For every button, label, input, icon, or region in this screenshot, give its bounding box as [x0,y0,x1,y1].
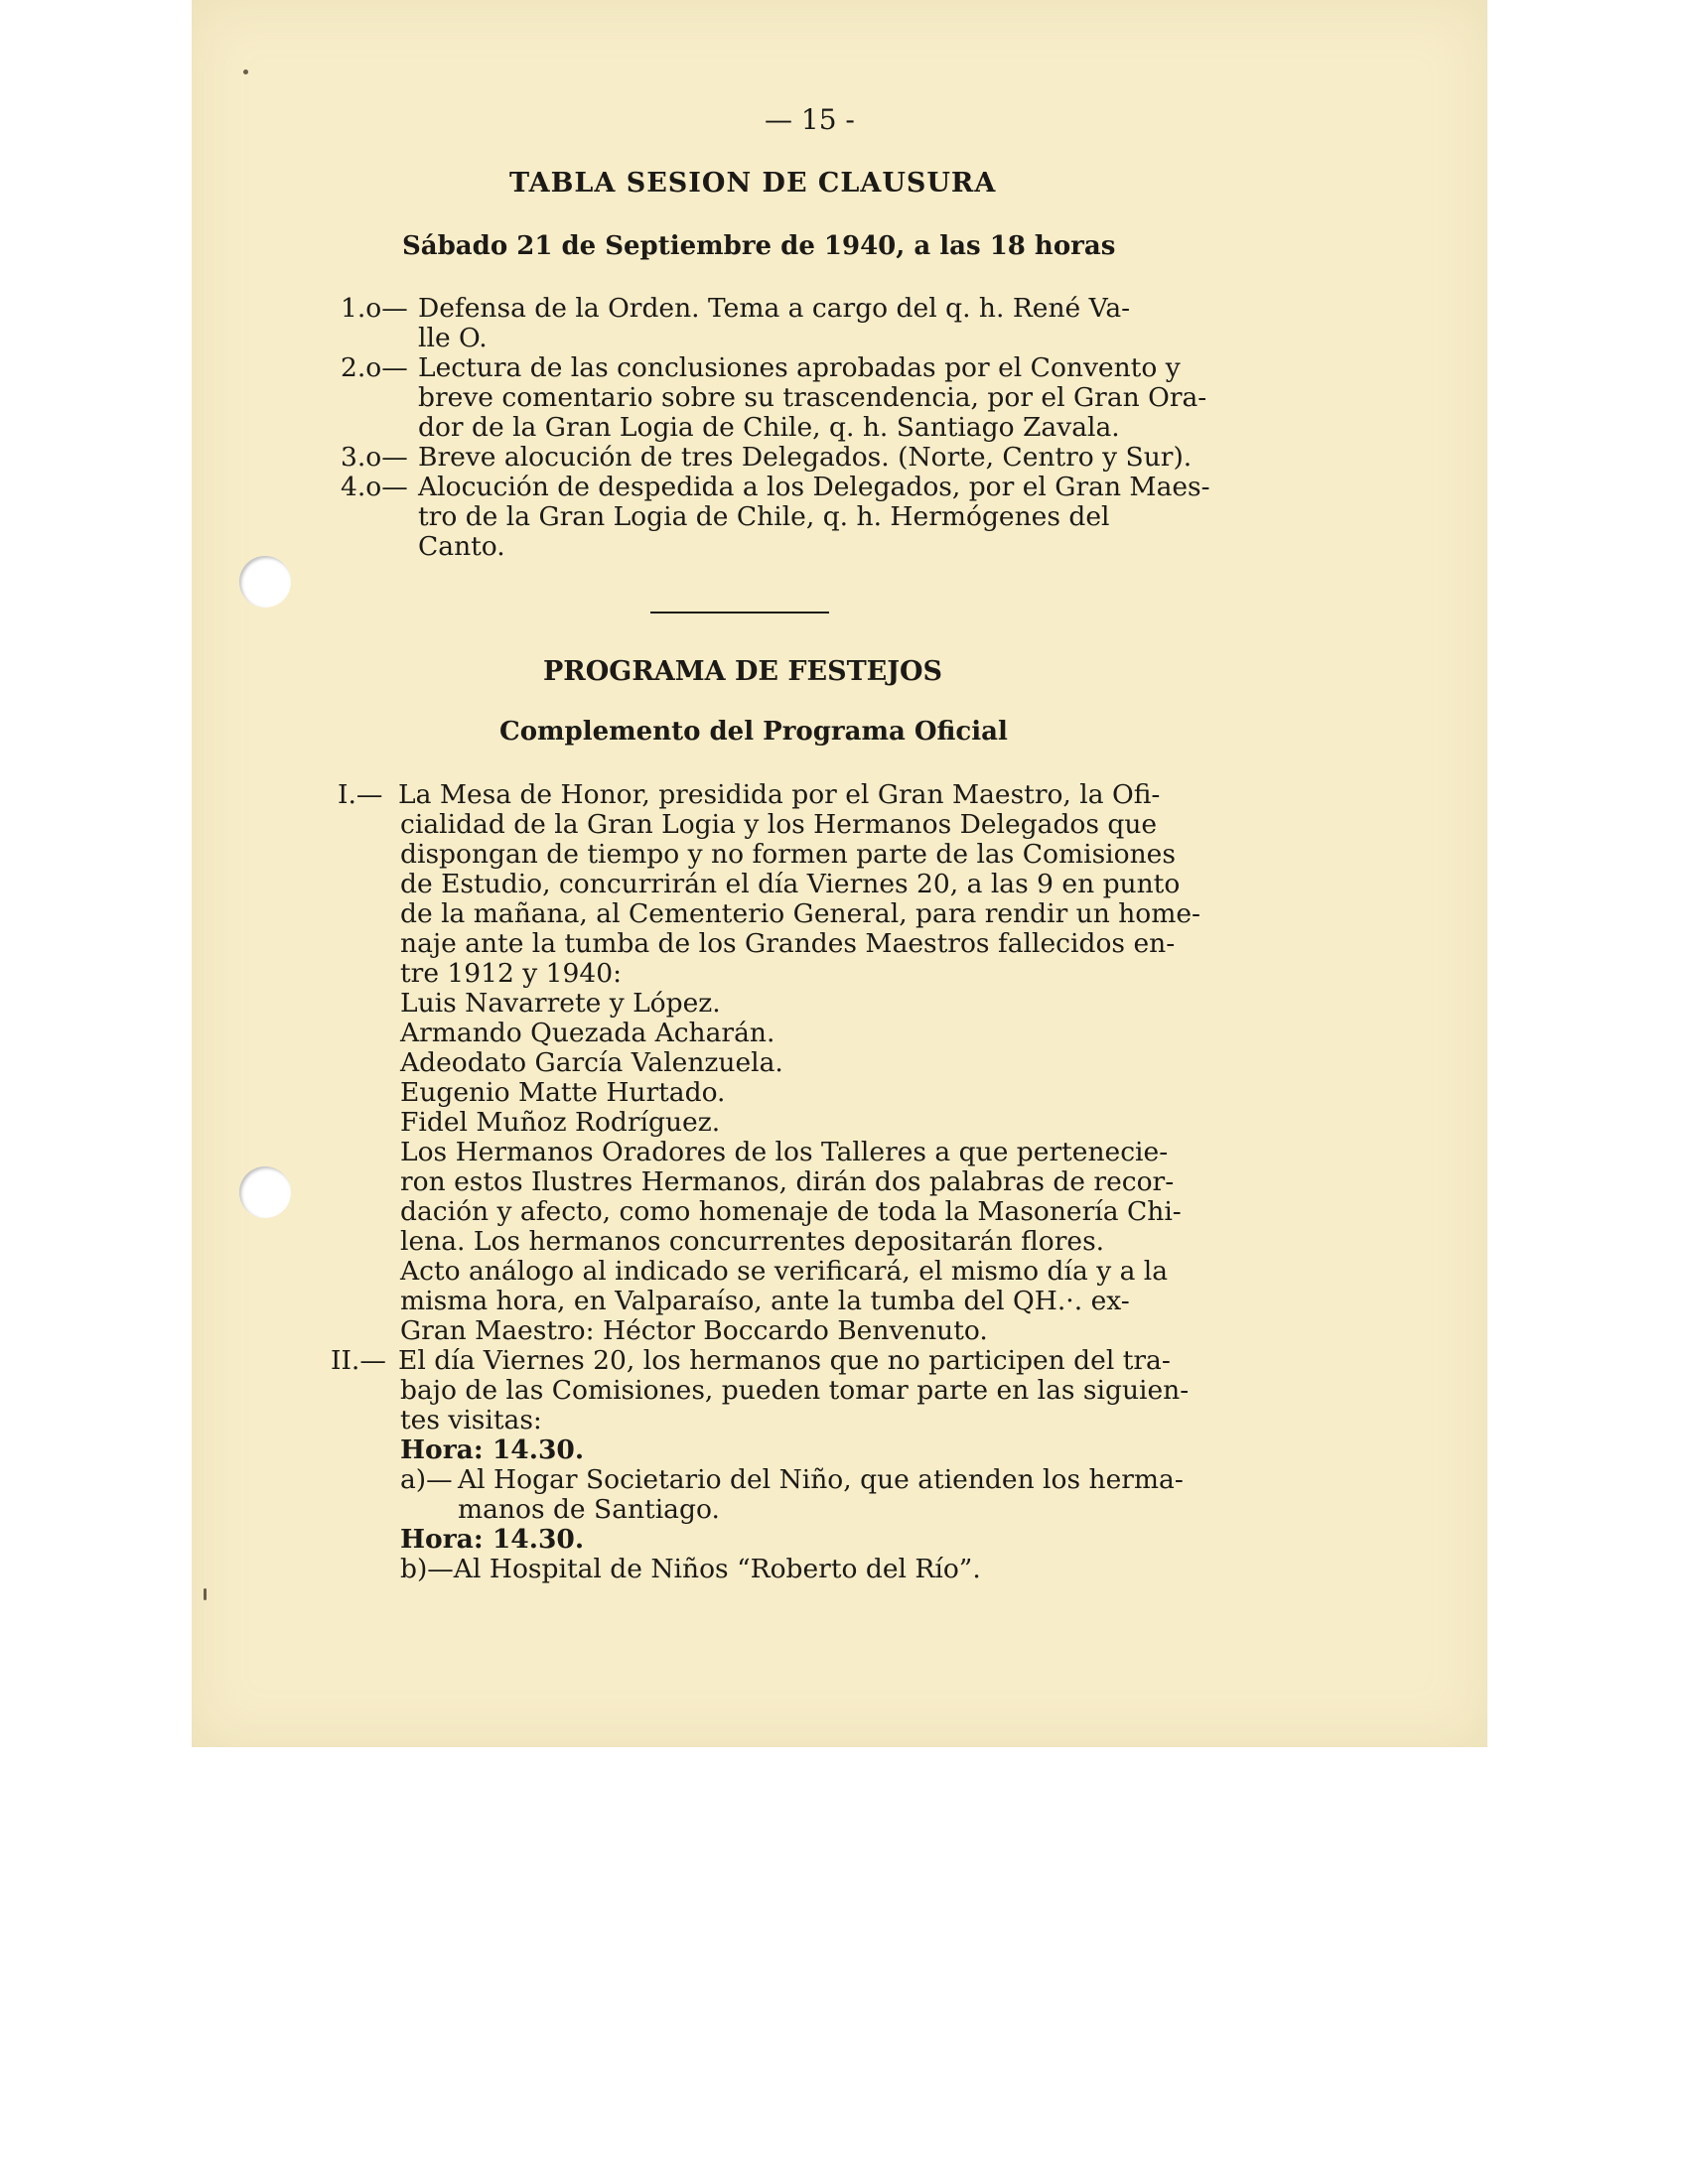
programa-line: ron estos Ilustres Hermanos, dirán dos palabras de recor- [400,1166,1175,1197]
visit-a-line: manos de Santiago. [458,1494,720,1525]
tabla-subtitle: Sábado 21 de Septiembre de 1940, a las 18 horas [402,231,1116,261]
programa-line: Gran Maestro: Héctor Boccardo Benvenuto. [400,1315,988,1346]
programa-line: naje ante la tumba de los Grandes Maestros fallecidos en- [400,928,1176,959]
programa-line: tre 1912 y 1940: [400,958,623,989]
tabla-item-3-line: Breve alocución de tres Delegados. (Norte, Centro y Sur). [418,442,1193,473]
visit-b: b)—Al Hospital de Niños “Roberto del Río”. [400,1554,981,1584]
page-number: — 15 - [765,103,855,136]
programa-line: Acto análogo al indicado se verificará, el mismo día y a la [400,1256,1169,1287]
punch-hole [239,556,291,608]
visit-a-line: Al Hogar Societario del Niño, que atienden los herma- [458,1464,1184,1495]
grand-master-name: Armando Quezada Acharán. [400,1018,775,1048]
paper-speck [204,1588,207,1600]
programa-line: El día Viernes 20, los hermanos que no participen del tra- [398,1345,1171,1376]
tabla-item-2-line: breve comentario sobre su trascendencia, por el Gran Ora- [418,382,1207,413]
programa-line: cialidad de la Gran Logia y los Hermanos Delegados que [400,809,1158,840]
visit-time: Hora: 14.30. [400,1524,585,1555]
tabla-item-3-marker: 3.o— [341,442,408,473]
tabla-title-text: TABLA SESION DE CLAUSURA [509,168,997,199]
visit-time: Hora: 14.30. [400,1434,585,1465]
programa-line: Los Hermanos Oradores de los Talleres a que pertenecie- [400,1137,1169,1167]
visit-a-marker: a)— [400,1464,453,1495]
grand-master-name: Adeodato García Valenzuela. [400,1047,783,1078]
programa-title: PROGRAMA DE FESTEJOS [543,656,943,687]
programa-line: La Mesa de Honor, presidida por el Gran Maestro, la Ofi- [398,779,1161,810]
programa-line: de Estudio, concurrirán el día Viernes 20, a las 9 en punto [400,869,1181,899]
tabla-item-2-marker: 2.o— [341,352,408,383]
tabla-item-4-line: Canto. [418,531,505,562]
tabla-item-1-line: Defensa de la Orden. Tema a cargo del q. h. René Va- [418,293,1131,324]
programa-line: bajo de las Comisiones, pueden tomar parte en las siguien- [400,1375,1190,1406]
grand-master-name: Fidel Muñoz Rodríguez. [400,1107,721,1138]
tabla-item-1-line: lle O. [418,323,488,353]
programa-line: lena. Los hermanos concurrentes depositarán flores. [400,1226,1105,1257]
tabla-item-4-line: Alocución de despedida a los Delegados, por el Gran Maes- [418,472,1210,502]
grand-master-name: Eugenio Matte Hurtado. [400,1077,726,1108]
section-divider [650,612,829,614]
paper-speck [243,69,248,74]
programa-line: dispongan de tiempo y no formen parte de las Comisiones [400,839,1176,870]
tabla-item-4-marker: 4.o— [341,472,408,502]
tabla-item-1-marker: 1.o— [341,293,408,324]
tabla-item-2-line: Lectura de las conclusiones aprobadas por el Convento y [418,352,1181,383]
grand-master-name: Luis Navarrete y López. [400,988,721,1019]
tabla-item-2-line: dor de la Gran Logia de Chile, q. h. Santiago Zavala. [418,412,1120,443]
programa-line: tes visitas: [400,1405,542,1435]
punch-hole [239,1166,291,1218]
programa-subtitle: Complemento del Programa Oficial [499,717,1008,747]
tabla-item-4-line: tro de la Gran Logia de Chile, q. h. Hermógenes del [418,501,1110,532]
programa-item-1-marker: I.— [338,779,383,810]
programa-line: misma hora, en Valparaíso, ante la tumba del QH.·. ex- [400,1286,1130,1316]
programa-line: de la mañana, al Cementerio General, para rendir un home- [400,898,1200,929]
programa-item-2-marker: II.— [331,1345,386,1376]
programa-line: dación y afecto, como homenaje de toda la Masonería Chi- [400,1196,1182,1227]
